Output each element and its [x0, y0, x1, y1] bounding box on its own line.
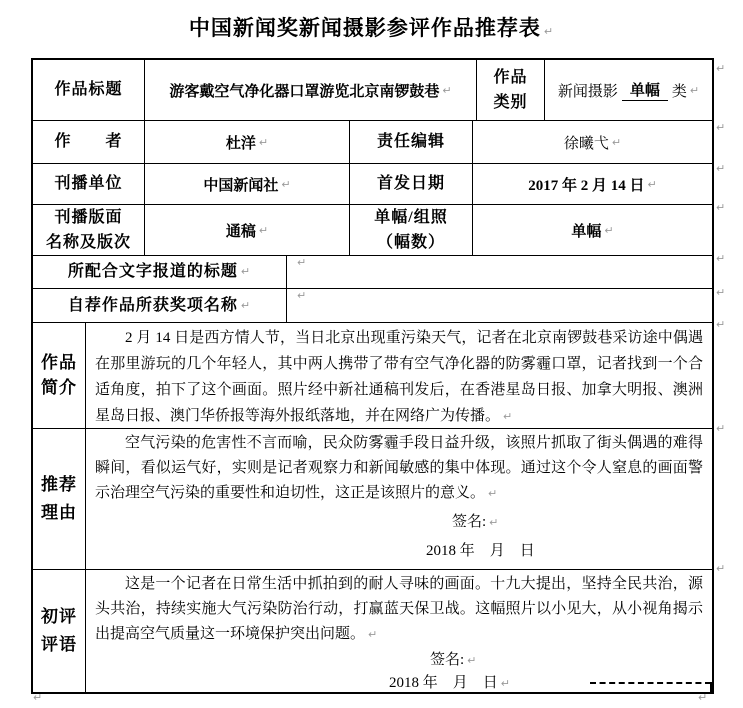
paragraph-mark-icon: ↵ [611, 135, 622, 149]
category-label-line2: 类别 [493, 93, 528, 111]
paragraph-mark-icon: ↵ [543, 25, 555, 38]
recommend-label-line2: 理由 [41, 503, 77, 522]
self-award-label-cell [33, 289, 287, 322]
paragraph-mark-icon: ↵ [240, 265, 252, 278]
review-body-cell [86, 570, 712, 692]
first-publish-date-label: 首发日期 [376, 175, 445, 192]
page-layout-label [46, 207, 131, 254]
paragraph-mark-icon: ↵ [258, 135, 269, 149]
text-report-label-cell [33, 256, 287, 288]
editor-label: 责任编辑 [376, 133, 445, 150]
author-value: 杜洋 [225, 135, 256, 152]
paragraph-mark-icon: ↵ [467, 654, 477, 667]
category-value-cell [545, 60, 712, 120]
recommend-date-text: 2018 年 月 日 [426, 543, 535, 559]
format-label-cell [350, 205, 473, 255]
paragraph-mark-icon: ↵ [240, 298, 252, 312]
page-layout-label-line2: 名称及版次 [45, 233, 131, 251]
format-value: 单幅 [571, 223, 602, 240]
format-label-line2: （幅数） [376, 233, 445, 251]
page-title [0, 12, 743, 42]
editor-value-cell [473, 121, 712, 163]
paragraph-mark-icon: ↵ [698, 691, 708, 704]
review-label-line1: 初评 [41, 607, 77, 626]
recommend-label [41, 474, 77, 524]
paragraph-mark-icon: ↵ [647, 177, 657, 191]
table-row-work-title [33, 60, 712, 121]
intro-label-line2: 简介 [41, 378, 77, 397]
paragraph-mark-icon: ↵ [442, 83, 452, 97]
paragraph-mark-icon: ↵ [488, 487, 498, 500]
review-label-cell [33, 570, 86, 692]
publisher-label: 刊播单位 [54, 175, 123, 192]
format-label-line1: 单幅/组照 [374, 208, 448, 226]
review-date-text: 2018 年 月 日 [389, 675, 498, 691]
paragraph-mark-icon: ↵ [716, 562, 726, 575]
paragraph-mark-icon: ↵ [716, 121, 726, 134]
paragraph-mark-icon: ↵ [281, 177, 291, 191]
section-recommend [33, 429, 712, 570]
recommend-date-line [86, 537, 712, 566]
first-publish-date-label-cell [350, 164, 473, 204]
paragraph-mark-icon: ↵ [297, 289, 307, 302]
page-layout-label-line1: 刊播版面 [54, 208, 123, 226]
paragraph-mark-icon: ↵ [368, 628, 378, 641]
page-layout-value-cell [145, 205, 350, 255]
editor-label-cell [350, 121, 473, 163]
table-row-page-layout [33, 205, 712, 256]
format-label [374, 207, 447, 254]
intro-body-cell [86, 323, 712, 428]
section-intro [33, 323, 712, 429]
self-award-value-cell [287, 289, 712, 322]
paragraph-mark-icon: ↵ [716, 252, 726, 265]
review-label [41, 606, 77, 656]
work-title-label: 作品标题 [54, 81, 123, 98]
review-label-line2: 评语 [41, 635, 77, 654]
author-label-cell [33, 121, 145, 163]
category-label [493, 67, 527, 114]
recommendation-form-table [31, 58, 714, 694]
text-report-label: 所配合文字报道的标题 [67, 263, 238, 280]
table-row-author [33, 121, 712, 164]
recommend-paragraph [86, 429, 712, 506]
paragraph-mark-icon: ↵ [500, 677, 510, 690]
first-publish-date-value-cell [473, 164, 712, 204]
category-fill-blank: 单幅 [622, 79, 668, 101]
paragraph-mark-icon: ↵ [33, 691, 43, 704]
author-label: 作 者 [54, 133, 123, 150]
publisher-value-cell [145, 164, 350, 204]
intro-label [41, 352, 77, 399]
publisher-value: 中国新闻社 [203, 177, 279, 194]
page-title-text: 中国新闻奖新闻摄影参评作品推荐表 [188, 16, 541, 40]
paragraph-mark-icon: ↵ [716, 422, 726, 435]
recommend-signature-label: 签名: [452, 514, 487, 530]
paragraph-mark-icon: ↵ [716, 201, 726, 214]
intro-paragraph [86, 323, 712, 428]
self-award-label: 自荐作品所获奖项名称 [67, 296, 238, 314]
paragraph-mark-icon: ↵ [716, 286, 726, 299]
review-signature-line [86, 649, 712, 672]
intro-text: 2 月 14 日是西方情人节，当日北京出现重污染天气，记者在北京南锣鼓巷采访途中偶遇在那里游玩的几个年轻人，其中两人携带了带有空气净化器的防雾霾口罩，记者找到一个合适角度，拍下了这个画面。照片经中新社通稿刊发后，在香港星岛日报、加拿大明报、澳洲星岛日报、澳门华侨报等海外报纸落地，并在网络广为传播。 [95, 330, 703, 424]
intro-label-line1: 作品 [41, 353, 77, 372]
table-row-publisher [33, 164, 712, 205]
work-title-label-cell [33, 60, 145, 120]
paragraph-mark-icon: ↵ [689, 83, 700, 97]
section-review [33, 570, 712, 692]
work-title-value-cell [145, 60, 477, 120]
recommend-text: 空气污染的危害性不言而喻，民众防雾霾手段日益升级，该照片抓取了街头偶遇的难得瞬间，看似运气好，实则是记者观察力和新闻敏感的集中体现。通过这个令人窒息的画面警示治理空气污染的重要性和迫切性，这正是该照片的意义。 [95, 435, 703, 501]
format-value-cell [473, 205, 712, 255]
paragraph-mark-icon: ↵ [503, 410, 513, 423]
intro-label-cell [33, 323, 86, 428]
publisher-label-cell [33, 164, 145, 204]
editor-value: 徐曦弋 [563, 135, 609, 152]
paragraph-mark-icon: ↵ [716, 62, 726, 75]
paragraph-mark-icon: ↵ [258, 223, 269, 237]
author-value-cell [145, 121, 350, 163]
paragraph-mark-icon: ↵ [716, 162, 726, 175]
category-suffix: 类 [671, 83, 687, 100]
review-text: 这是一个记者在日常生活中抓拍到的耐人寻味的画面。十九大提出，坚持全民共治，源头共治，持续实施大气污染防治行动，打赢蓝天保卫战。这幅照片以小见大，从小视角揭示出提高空气质量这一环境保护突出问题。 [95, 576, 703, 642]
paragraph-mark-icon: ↵ [716, 318, 726, 331]
recommend-label-line1: 推荐 [41, 475, 77, 494]
page-layout-value: 通稿 [225, 223, 256, 240]
review-signature-label: 签名: [430, 652, 465, 668]
text-report-value-cell [287, 256, 712, 288]
paragraph-mark-icon: ↵ [604, 223, 614, 237]
paragraph-mark-icon: ↵ [297, 256, 307, 269]
review-paragraph [86, 570, 712, 647]
paragraph-mark-icon: ↵ [489, 516, 499, 529]
recommend-label-cell [33, 429, 86, 569]
page-layout-label-cell [33, 205, 145, 255]
table-row-self-award [33, 289, 712, 323]
category-prefix: 新闻摄影 [557, 83, 618, 100]
right-border-stub [710, 682, 712, 693]
category-label-cell [477, 60, 545, 120]
recommend-signature-line [86, 508, 712, 537]
recommend-body-cell [86, 429, 712, 569]
work-title-value: 游客戴空气净化器口罩游览北京南锣鼓巷 [169, 83, 440, 100]
category-label-line1: 作品 [493, 68, 528, 86]
first-publish-date-value: 2017 年 2 月 14 日 [528, 177, 645, 194]
table-row-text-report-title [33, 256, 712, 289]
dashed-border-segment [590, 682, 711, 687]
